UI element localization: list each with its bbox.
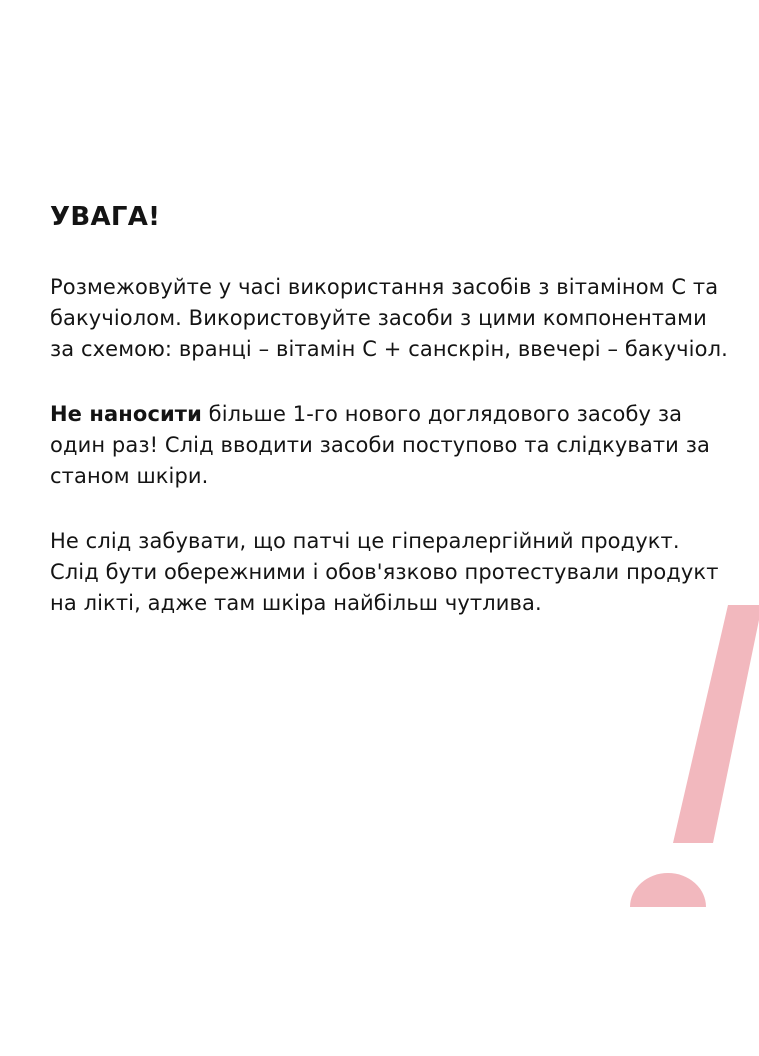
paragraph-patch-allergy: Не слід забувати, що патчі це гіпералергійний продукт. Слід бути обережними і обов'язково протестували продукт на лікті, адже там шкіра найбільш чутлива. (50, 529, 719, 615)
warning-content (50, 200, 730, 653)
paragraph-new-products-text: більше 1-го нового доглядового засобу за один раз! Слід вводити засоби поступово та слідкувати за станом шкіри. (50, 402, 710, 488)
exclamation-dot (630, 873, 706, 907)
paragraph-new-products (50, 399, 730, 492)
paragraph-timing: Розмежовуйте у часі використання засобів з вітаміном С та бакучіолом. Використовуйте засоби з цими компонентами за схемою: вранці – вітамін С + санскрін, ввечері – бакучіол. (50, 275, 728, 361)
warning-heading: УВАГА! (50, 202, 161, 232)
emphasis-do-not-apply: Не наносити (50, 402, 202, 426)
